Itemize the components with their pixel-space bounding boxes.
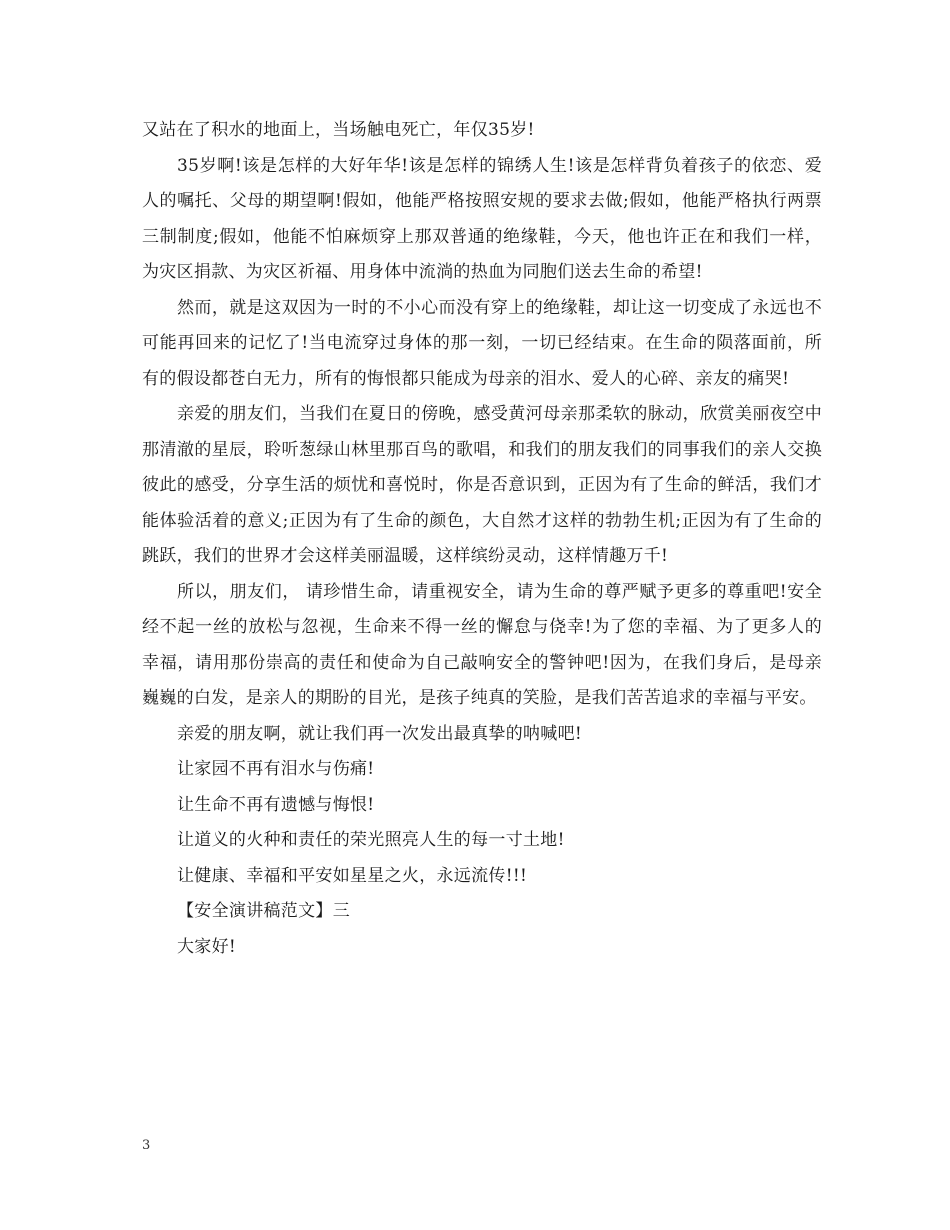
paragraph: 所以，朋友们， 请珍惜生命，请重视安全，请为生命的尊严赋予更多的尊重吧!安全经不起一丝的放松与忽视，生命来不得一丝的懈怠与侥幸!为了您的幸福、为了更多人的幸福，请用那份崇高的责任和使命为自己敲响安全的警钟吧!因为，在我们身后，是母亲巍巍的白发，是亲人的期盼的目光，是孩子纯真的笑脸，是我们苦苦追求的幸福与平安。 <box>142 581 822 708</box>
paragraph: 然而，就是这双因为一时的不小心而没有穿上的绝缘鞋，却让这一切变成了永远也不可能再回来的记忆了!当电流穿过身体的那一刻，一切已经结束。在生命的陨落面前，所有的假设都苍白无力，所有的悔恨都只能成为母亲的泪水、爱人的心碎、亲友的痛哭! <box>142 297 822 389</box>
paragraph: 大家好! <box>177 936 237 957</box>
paragraph: 亲爱的朋友啊，就让我们再一次发出最真挚的呐喊吧! <box>177 723 583 744</box>
document-body <box>142 113 822 965</box>
paragraph: 35岁啊!该是怎样的大好年华!该是怎样的锦绣人生!该是怎样背负着孩子的依恋、爱人的嘱托、父母的期望啊!假如，他能严格按照安规的要求去做;假如，他能严格执行两票三制制度;假如，他能不怕麻烦穿上那双普通的绝缘鞋，今天，他也许正在和我们一样，为灾区捐款、为灾区祈福、用身体中流淌的热血为同胞们送去生命的希望! <box>142 155 822 282</box>
paragraph: 让道义的火种和责任的荣光照亮人生的每一寸土地! <box>177 830 565 850</box>
section-heading: 【安全演讲稿范文】三 <box>177 901 350 921</box>
page-number: 3 <box>142 1138 151 1153</box>
paragraph: 让健康、幸福和平安如星星之火，永远流传!!! <box>177 865 528 886</box>
paragraph: 让家园不再有泪水与伤痛! <box>177 759 375 779</box>
paragraph: 亲爱的朋友们，当我们在夏日的傍晚，感受黄河母亲那柔软的脉动，欣赏美丽夜空中那清澈的星辰，聆听葱绿山林里那百鸟的歌唱，和我们的朋友我们的同事我们的亲人交换彼此的感受，分享生活的烦忧和喜悦时，你是否意识到，正因为有了生命的鲜活，我们才能体验活着的意义;正因为有了生命的颜色，大自然才这样的勃勃生机;正因为有了生命的跳跃，我们的世界才会这样美丽温暖，这样缤纷灵动，这样情趣万千! <box>142 404 822 566</box>
paragraph: 让生命不再有遗憾与悔恨! <box>177 794 375 815</box>
paragraph: 又站在了积水的地面上，当场触电死亡，年仅35岁! <box>142 120 535 140</box>
